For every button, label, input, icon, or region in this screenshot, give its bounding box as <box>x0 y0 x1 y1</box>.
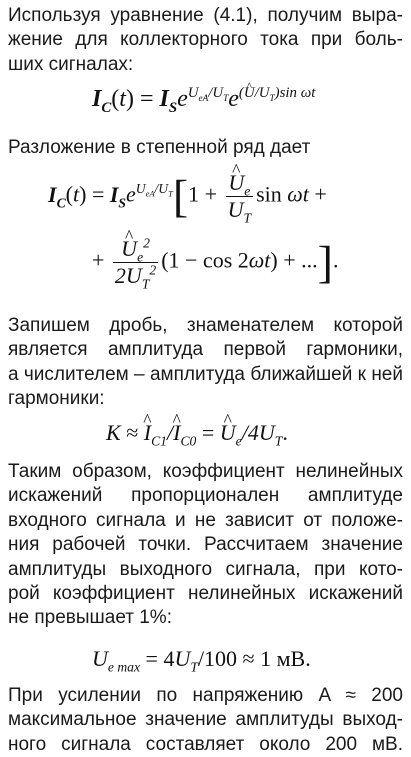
text-line: При усилении по напряжению A ≈ 200 <box>8 685 403 706</box>
equation-series-line-2: + ^ $\frac{U_e^2}{2U_T^2}$ (1 − cos 2ωt) + ...]. <box>92 236 338 289</box>
text-line: максимальное значение амплитуды выход- <box>8 709 403 731</box>
equation-max-amplitude: $U_{e max} = 4U_T/100 \approx 1$ мВ. <box>92 646 311 675</box>
paragraph-expansion <box>8 136 403 160</box>
paragraph-conclusion <box>8 460 403 631</box>
text-line: является амплитуда первой гармоники, <box>8 339 403 361</box>
text-line: гармоники: <box>8 388 105 410</box>
text-line: амплитуды выходного сигнала, при кото- <box>8 558 403 580</box>
text-line: жение для коллекторного тока при боль- <box>8 29 403 51</box>
equation-distortion-coefficient: K ≈ ^ $I_{C1}/\^{}$ $I_{C0}$ = ^ $U_e/4U_T$. <box>106 420 288 446</box>
text-line: Разложение в степенной ряд дает <box>8 137 311 158</box>
equation-collector-current: $I_C(t) = I_Se^{U_{eA}/U_T}e^{(U/U_T)sin \omega t}$ <box>92 85 316 116</box>
text-line: искажений пропорционален амплитуде <box>8 485 403 507</box>
paragraph-fraction <box>8 314 403 412</box>
text-line: рой коэффициент нелинейных искажений <box>8 583 403 605</box>
text-line: Используя уравнение (4.1), получим выра- <box>8 5 403 26</box>
text-line: а числителем – амплитуда ближайшей к ней <box>8 363 403 385</box>
text-line: входного сигнала и не зависит от положе- <box>8 509 403 531</box>
paragraph-amplification <box>8 684 403 757</box>
equation-series-line-1: $I_C(t) = I_Se^{U_{eA}/U_T}[1$ + ^ $\frac{U_e}{U_T}$ sin ωt + <box>48 170 327 223</box>
text-line: Запишем дробь, знаменателем которой <box>8 315 403 336</box>
text-line: не превышает 1%: <box>8 607 172 629</box>
text-line: ших сигналах: <box>8 53 134 75</box>
paragraph-intro <box>8 4 403 77</box>
text-line: Таким образом, коэффициент нелинейных <box>8 461 403 482</box>
text-line: ния рабочей точки. Рассчитаем значение <box>8 534 403 556</box>
text-line: ного сигнала составляет около 200 мВ. <box>8 733 403 755</box>
